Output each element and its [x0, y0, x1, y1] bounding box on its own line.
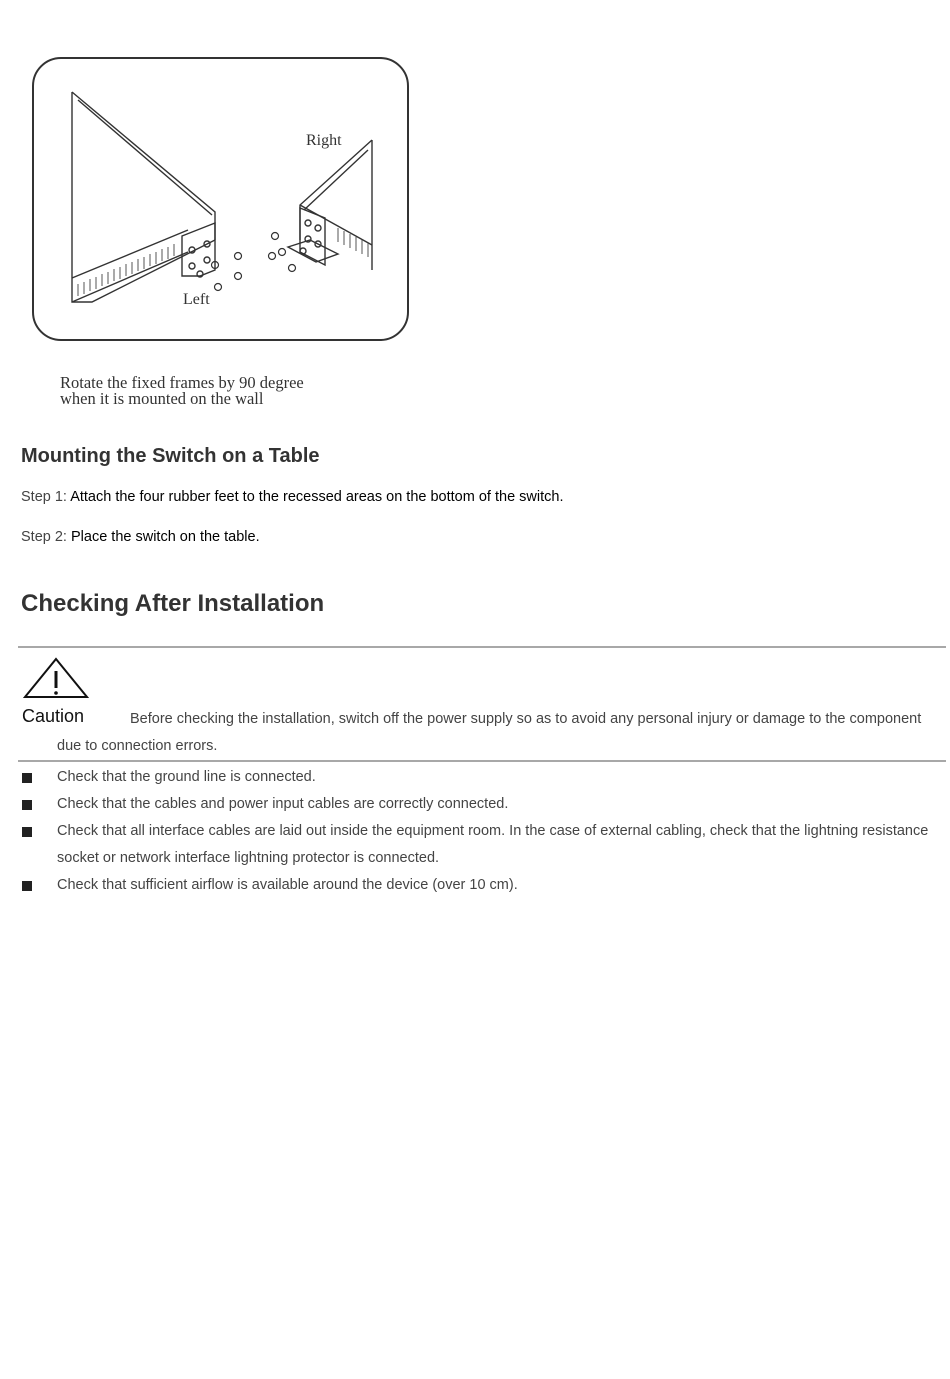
- list-item-text: Check that the ground line is connected.: [57, 769, 316, 785]
- step-1: [21, 489, 563, 505]
- divider-bottom: [18, 760, 946, 762]
- divider-top: [18, 646, 946, 648]
- mounting-diagram: [20, 40, 425, 412]
- mounting-illustration: [20, 40, 425, 412]
- label-left: Left: [183, 291, 210, 308]
- bullet-square-icon: [22, 800, 32, 810]
- step-prefix: Step 1:: [21, 489, 67, 505]
- figure-caption-line2: when it is mounted on the wall: [60, 389, 264, 408]
- section-heading-checking: Checking After Installation: [21, 590, 325, 617]
- step-prefix: Step 2:: [21, 529, 67, 545]
- list-item-text: Check that the cables and power input cables are correctly connected.: [57, 796, 509, 812]
- caution-message: Before checking the installation, switch off the power supply so as to avoid any personal injury or damage to the component due to connection errors.: [57, 711, 922, 754]
- step-2: [21, 529, 260, 545]
- step-text: Place the switch on the table.: [70, 529, 260, 545]
- step-text: Attach the four rubber feet to the recessed areas on the bottom of the switch.: [70, 489, 564, 505]
- bullet-square-icon: [22, 773, 32, 783]
- bullet-square-icon: [22, 827, 32, 837]
- caution-label: Caution: [22, 706, 85, 726]
- list-item-text: Check that sufficient airflow is available around the device (over 10 cm).: [57, 877, 518, 893]
- figure-caption-line1: Rotate the fixed frames by 90 degree: [60, 373, 304, 392]
- bullet-square-icon: [22, 881, 32, 891]
- label-right: Right: [306, 132, 342, 149]
- section-heading-table: Mounting the Switch on a Table: [21, 445, 320, 467]
- list-item-text: Check that all interface cables are laid out inside the equipment room. In the case of external cabling, check that the lightning resistance socket or network interface lightning protector is connected.: [57, 823, 929, 866]
